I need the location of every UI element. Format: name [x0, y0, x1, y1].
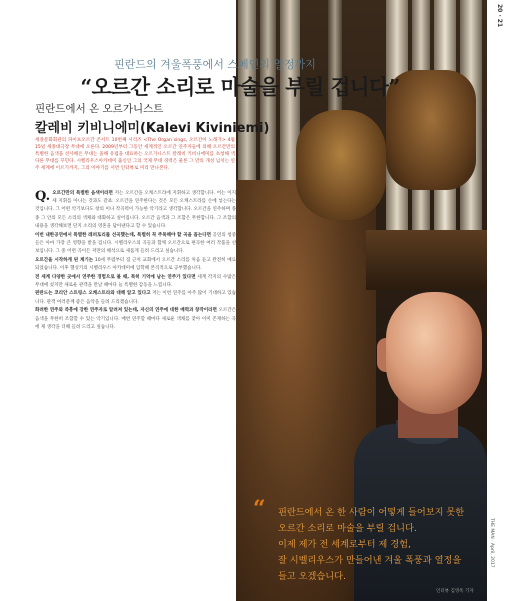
qa-item [35, 190, 236, 231]
pull-quote-line: 핀란드에서 온 한 사람이 어떻게 들어보지 못한 [278, 507, 465, 518]
organist-face [386, 292, 482, 414]
pull-quote-line: 들고 오겠습니다. [278, 571, 346, 582]
organist-name: 칼레비 키비니에미(Kalevi Kiviniemi) [35, 121, 270, 136]
pull-quote-line: 잘 시벨리우스가 만들어낸 겨울 폭풍과 열정을 [278, 555, 462, 566]
question: 핀란드는 코리안 스트링스 오케스트라와 대해 알고 있다고 [35, 291, 151, 297]
qa-item [35, 232, 236, 257]
subtitle: 핀란드에서 온 오르가니스트 [35, 103, 164, 115]
answer: 10세 무렵부터 집 근처 교회에서 오르간 소리를 처음 듣고 완전히 매료되었습니다. 이후 헬싱키의 시벨리우스 아카데미에 입학해 본격적으로 공부했습니다. [35, 257, 236, 271]
answer: 저는 오르간을 오케스트라에 지휘하고 생각합니다. 어는 이지 세 지휘를 아니는 것과도 같죠. 오르간을 연주한다는 것은 모든 오케스트라를 손에 넣는다는 것입니다. 그 어떤 악기보다도 창의 이나 작곡력이 가능한 악기라고 생각합니다. 오르간을 연주하며 종종 그 안의 모든 소리의 색채와 대화하고 싶어집니다. 오르간 음색과 그 조합은 무한합니다. 그 조합의 내용을 생각해보면 단지 소리의 영혼을 담아낸다고 할 수 있습니다. [35, 191, 236, 229]
pull-quote [278, 505, 490, 585]
headline: “오르간 소리로 마술을 부릴 겁니다” [80, 75, 400, 99]
quote-mark-icon: “ [253, 496, 266, 522]
question: 오르간만의 특별한 음색이라면 [52, 191, 113, 196]
question: 전 세계 다양한 곳에서 연주한 경험으로 볼 때, 특히 기억에 남는 연주가 있다면 [35, 274, 196, 280]
answer: 저는 이번 연주를 아주 많이 기대하고 있습니다. 관객 여러분께 좋은 음악을 들려 드리겠습니다. [35, 291, 236, 305]
question: 화려한 연주와 즉흥에 강한 연주자로 알려져 있는데, 자신의 연주에 대한 매력과 창작이라면 [35, 308, 217, 314]
pull-quote-line: 이제 제가 전 세계로부터 제 경험, [278, 539, 411, 550]
q-dropcap: Q. [35, 189, 51, 204]
page-number: 20 · 21 [496, 4, 503, 28]
question: 오르간을 시작하게 된 계기는 [35, 257, 94, 263]
pull-quote-line: 오르간 소리로 마술을 부릴 겁니다. [278, 523, 417, 534]
question: 이번 내한공연에서 특별한 레퍼토리를 선곡했는데, 특별히 꼭 주목해야 할 곡을 꼽는다면 [35, 232, 212, 238]
article-body [35, 190, 236, 332]
qa-item [35, 274, 236, 290]
kicker: 핀란드의 겨울폭풍에서 스페인의 열정까지 [114, 58, 316, 71]
qa-item [35, 290, 236, 306]
qa-item [35, 307, 236, 332]
lead-paragraph: 세종문화회관의 파이프오르간 콘서트 10번째 시리즈 <The Organ sings, 오르간이 노래가> 4월 15일 세종대극장 무대에 오른다. 2009년부터 그동안 세계적인 오르간 연주자들에 의해 오르간만의 특별한 음색을 선사해온 무대는 올해 유럽을 대표하는 오르가니스트 칼레비 키비니에미를 초청해 색다른 무대를 꾸민다. 시벨리우스아카데미 출신인 그의 국제 무대 경력은 물론 그 만의 개성 넘치는 연주 세계에 이르기까지, 그의 이야기를 서면 인터뷰로 미리 만나본다. [35, 138, 235, 172]
side-caption: THE MAN · April, 2017 [489, 518, 494, 568]
answer: 오르간은 음색을 무한히 조합할 수 있는 악기입니다. 매번 연주할 때마다 새로운 색채를 찾아 이미 존재하는 곡에 제 생각을 더해 들려 드리고 싶습니다. [35, 308, 237, 330]
qa-item [35, 257, 236, 273]
answer: 공연의 청중들은 아마 가장 큰 영향을 받을 겁니다. 시벨리우스의 곡들과 함께 오르간으로 편곡한 여러 작품을 선보입니다. 그 중 어떤 곡이든 저만의 해석으로 새롭게 들려 드리고 싶습니다. [35, 232, 236, 254]
answer: 세계 각지의 수많은 무대에 섰지만 새로운 관객을 만날 때마다 늘 특별한 감동을 느낍니다. [35, 274, 237, 288]
photo-credit: 인터뷰 김영옥 기자 [436, 589, 474, 594]
